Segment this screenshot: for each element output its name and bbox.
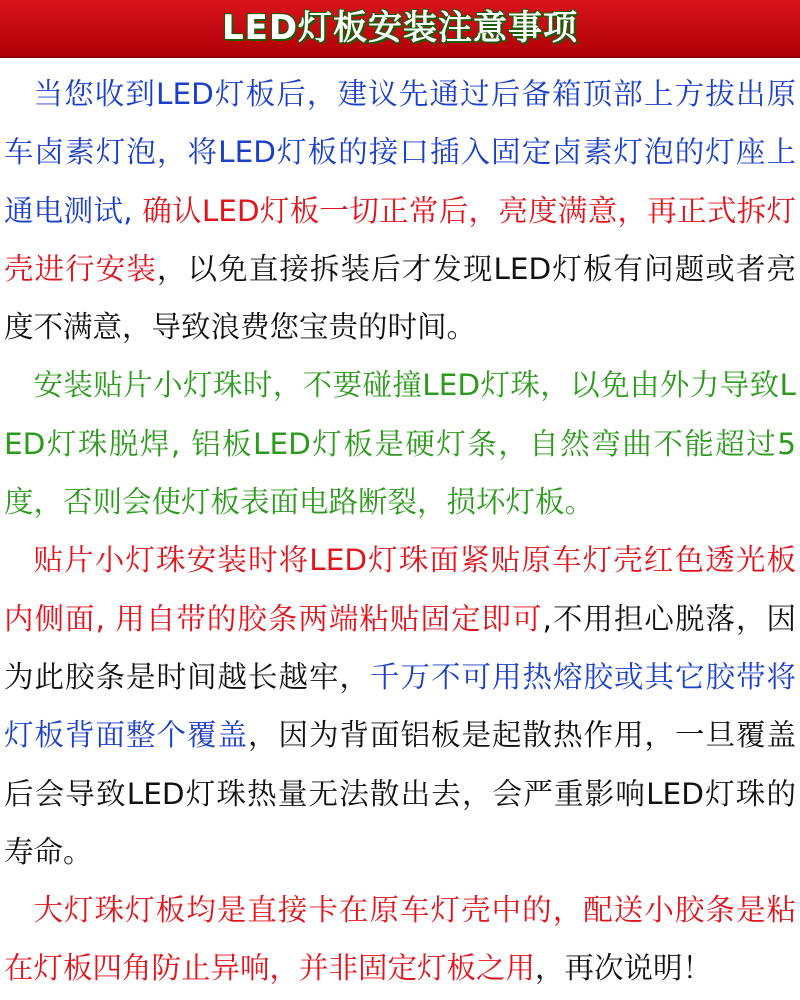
page-title: LED灯板安装注意事项 — [221, 8, 579, 48]
text-segment: 安装贴片小灯珠时，不要碰撞LED灯珠，以免由外力导致LED灯珠脱焊, 铝板LED灯板是硬灯条，自然弯曲不能超过5度，否则会使灯板表面电路断裂，损坏灯板。 — [4, 368, 796, 520]
text-segment: 当您收到LED灯板后，建议先通过后备箱顶部上方拔出原车卤素灯泡，将LED灯板的接口插入固定卤素灯泡的灯座上通电测试, — [4, 77, 796, 228]
text-segment: 确认LED灯板一切正常后，亮度满意，再正式拆灯壳进行安装 — [4, 193, 796, 286]
text-segment: 贴片小灯珠安装时将LED灯珠面紧贴原车灯壳红色透光板内侧面, 用自带的胶条两端粘贴固定即可 — [4, 543, 796, 636]
notice-body — [0, 58, 796, 998]
text-segment: 千万不可用热熔胶或其它胶带将灯板背面整个覆盖 — [4, 659, 796, 753]
paragraph-test-before-install — [4, 65, 796, 356]
paragraph-handle-with-care — [4, 356, 796, 531]
paragraph-large-bead-note — [4, 881, 796, 998]
text-segment: ，再次说明！ — [535, 951, 713, 986]
text-segment: ,不用担心脱落，因为此胶条是时间越长越牢， — [4, 601, 796, 694]
text-segment: ，以免直接拆装后才发现LED灯板有问题或者亮度不满意，导致浪费您宝贵的时间。 — [4, 251, 796, 345]
header-banner — [0, 0, 800, 58]
paragraph-mounting-instructions — [4, 531, 796, 881]
text-segment: 大灯珠灯板均是直接卡在原车灯壳中的，配送小胶条是粘在灯板四角防止异响，并非固定灯板之用 — [4, 893, 796, 986]
text-segment: ，因为背面铝板是起散热作用，一旦覆盖后会导致LED灯珠热量无法散出去，会严重影响LED灯珠的寿命。 — [4, 718, 796, 869]
